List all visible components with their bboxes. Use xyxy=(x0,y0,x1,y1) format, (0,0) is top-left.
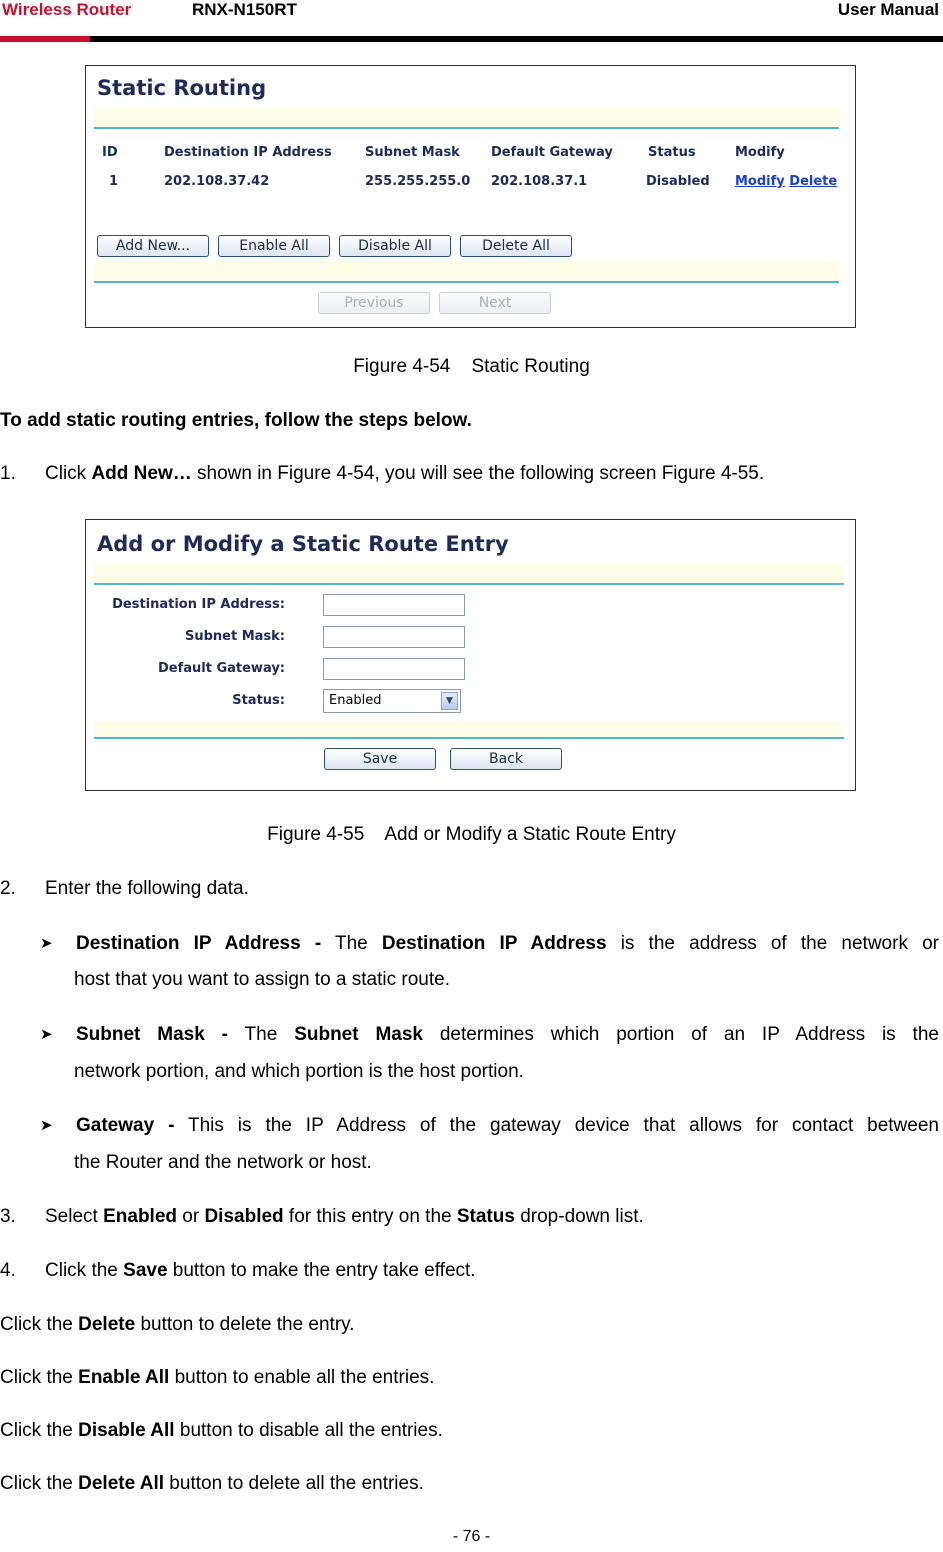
table-row-gateway: 202.108.37.1 xyxy=(491,174,588,189)
disable-all-button[interactable]: Disable All xyxy=(339,235,451,257)
header-brand: Wireless Router xyxy=(2,0,132,19)
footer-divider xyxy=(94,737,844,739)
col-header-modify: Modify xyxy=(735,145,785,160)
step-4-text: Click the Save button to make the entry take effect. xyxy=(45,1260,476,1281)
footer-band xyxy=(94,262,839,282)
add-modify-route-screenshot xyxy=(85,519,856,791)
footer-divider xyxy=(94,281,839,283)
step-3-text: Select Enabled or Disabled for this entry on the Status drop-down list. xyxy=(45,1206,644,1227)
page-number: - 76 - xyxy=(452,1528,491,1545)
table-row-subnet-mask: 255.255.255.0 xyxy=(365,174,471,189)
status-label: Status: xyxy=(232,693,285,708)
bullet-gateway-line2: the Router and the network or host. xyxy=(74,1152,372,1173)
figure-54-caption: Figure 4-54 Static Routing xyxy=(353,356,590,377)
figure-55-caption: Figure 4-55 Add or Modify a Static Route Entry xyxy=(267,824,676,845)
col-header-gateway: Default Gateway xyxy=(491,145,613,160)
bullet-arrow-icon: ➤ xyxy=(40,1117,53,1134)
bullet-destination-line1: Destination IP Address - The Destination IP Address is the address of the network or xyxy=(76,933,939,954)
destination-ip-label: Destination IP Address: xyxy=(112,597,285,612)
bullet-subnet-line1: Subnet Mask - The Subnet Mask determines which portion of an IP Address is the xyxy=(76,1024,939,1045)
col-header-destination: Destination IP Address xyxy=(164,145,332,160)
click-delete-line: Click the Delete button to delete the entry. xyxy=(0,1314,355,1335)
click-disable-all-line: Click the Disable All button to disable all the entries. xyxy=(0,1420,443,1441)
step-1-number: 1. xyxy=(0,463,16,484)
next-button[interactable]: Next xyxy=(439,292,551,314)
header-rule xyxy=(90,36,943,42)
title-band xyxy=(94,564,844,583)
step-4-number: 4. xyxy=(0,1260,16,1281)
step-1-text: Click Add New… shown in Figure 4-54, you will see the following screen Figure 4-55. xyxy=(45,463,765,484)
bullet-destination-line2: host that you want to assign to a static route. xyxy=(74,969,450,990)
chevron-down-icon[interactable]: ▼ xyxy=(441,692,458,710)
status-select[interactable] xyxy=(323,689,461,713)
default-gateway-input[interactable] xyxy=(323,658,465,680)
add-modify-title: Add or Modify a Static Route Entry xyxy=(97,532,509,556)
add-new-button[interactable]: Add New... xyxy=(97,235,209,257)
bullet-arrow-icon: ➤ xyxy=(40,935,53,952)
bullet-subnet-line2: network portion, and which portion is the host portion. xyxy=(74,1061,524,1082)
step-2-text: Enter the following data. xyxy=(45,878,249,899)
steps-heading: To add static routing entries, follow the steps below. xyxy=(0,410,472,431)
destination-ip-input[interactable] xyxy=(323,594,465,616)
header-model: RNX-N150RT xyxy=(192,0,297,19)
step-3-number: 3. xyxy=(0,1206,16,1227)
enable-all-button[interactable]: Enable All xyxy=(218,235,330,257)
save-button[interactable]: Save xyxy=(324,748,436,770)
subnet-mask-input[interactable] xyxy=(323,626,465,648)
footer-band xyxy=(94,721,844,738)
bullet-arrow-icon: ➤ xyxy=(40,1026,53,1043)
table-row-actions xyxy=(735,174,837,189)
header-accent-bar xyxy=(0,36,90,42)
static-routing-screenshot xyxy=(85,65,856,328)
header-manual-title: User Manual xyxy=(837,0,939,19)
status-selected-value: Enabled xyxy=(329,693,382,708)
modify-link[interactable]: Modify xyxy=(735,174,785,189)
step-2-number: 2. xyxy=(0,878,16,899)
table-row-destination: 202.108.37.42 xyxy=(164,174,270,189)
click-enable-all-line: Click the Enable All button to enable all the entries. xyxy=(0,1367,435,1388)
delete-all-button[interactable]: Delete All xyxy=(460,235,572,257)
click-delete-all-line: Click the Delete All button to delete all the entries. xyxy=(0,1473,424,1494)
title-divider xyxy=(94,583,844,585)
delete-link[interactable]: Delete xyxy=(789,174,838,189)
table-row-id: 1 xyxy=(109,174,119,189)
back-button[interactable]: Back xyxy=(450,748,562,770)
static-routing-title: Static Routing xyxy=(97,76,267,100)
previous-button[interactable]: Previous xyxy=(318,292,430,314)
subnet-mask-label: Subnet Mask: xyxy=(184,629,285,644)
title-divider xyxy=(94,127,839,129)
bullet-gateway-line1: Gateway - This is the IP Address of the gateway device that allows for contact between xyxy=(76,1115,939,1136)
header-band xyxy=(94,108,839,127)
default-gateway-label: Default Gateway: xyxy=(157,661,285,676)
table-row-status: Disabled xyxy=(646,174,710,189)
col-header-status: Status xyxy=(648,145,696,160)
col-header-subnet-mask: Subnet Mask xyxy=(365,145,460,160)
col-header-id: ID xyxy=(102,145,118,160)
